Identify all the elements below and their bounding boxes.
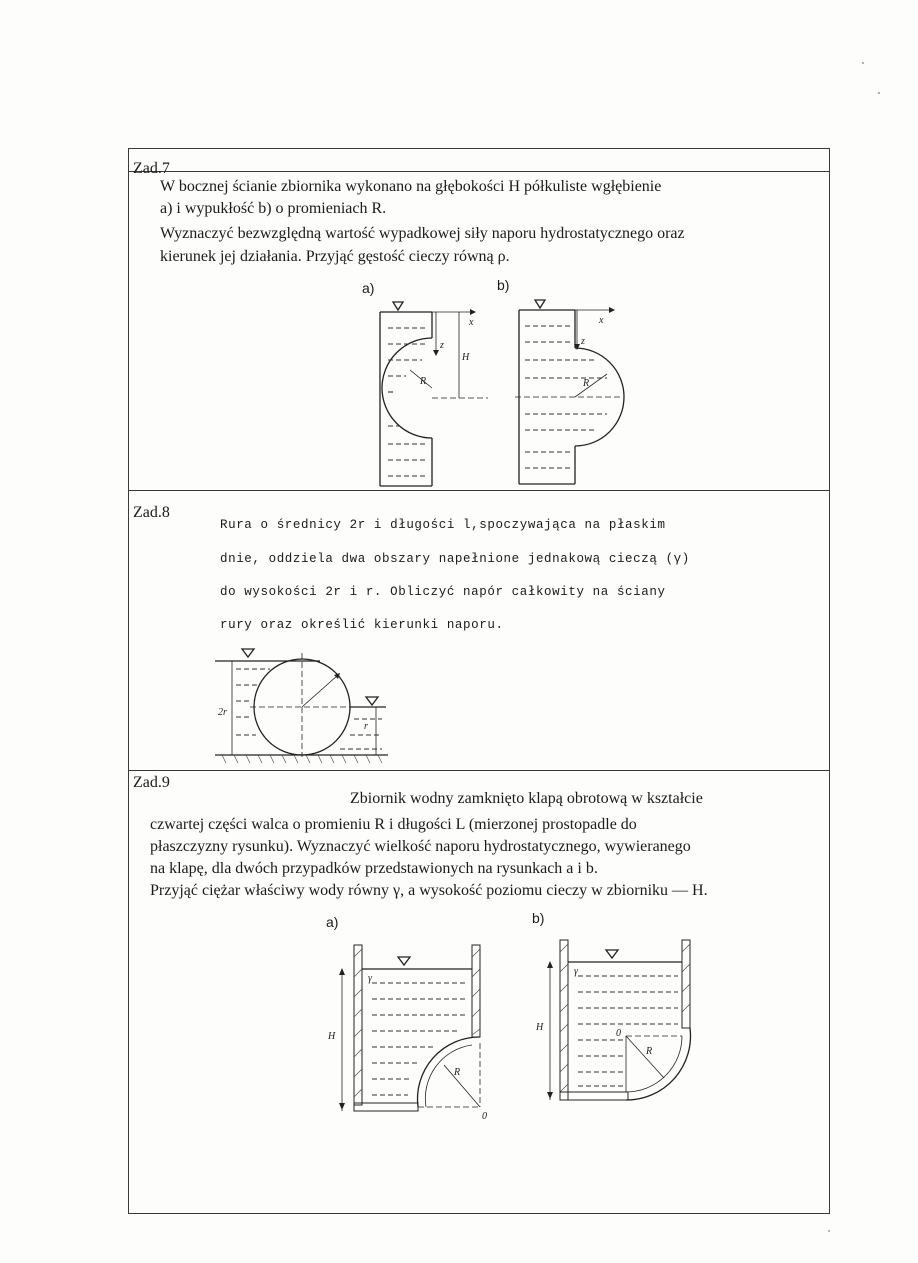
task-7-line-3: Wyznaczyć bezwzględną wartość wypadkowej siły naporu hydrostatycznego oraz <box>160 225 685 242</box>
task-9-a-r-label: R <box>454 1067 461 1078</box>
task-9-a-gamma-label: γ <box>368 973 372 984</box>
task-7-b-x-label: x <box>599 315 604 326</box>
scan-speck <box>828 1230 830 1232</box>
task-8-line-1: Rura o średnicy 2r i długości l,spoczywająca na płaskim <box>220 518 666 532</box>
task-8-2r-label: 2r <box>218 707 227 718</box>
task-9-line-2: czwartej części walca o promieniu R i długości L (mierzonej prostopadle do <box>150 816 637 833</box>
scan-speck <box>862 62 864 64</box>
task-7-fig-a-letter: a) <box>362 280 375 296</box>
task-8-line-2: dnie, oddziela dwa obszary napełnione jednakową cieczą (γ) <box>220 552 690 566</box>
scan-speck <box>878 92 880 94</box>
task-9-line-4: na klapę, dla dwóch przypadków przedstawionych na rysunkach a i b. <box>150 860 598 877</box>
header-divider <box>128 171 830 172</box>
task-7-line-4: kierunek jej działania. Przyjąć gęstość cieczy równą ρ. <box>160 248 510 265</box>
task-7-figure-a <box>370 298 485 490</box>
task-9-a-h-label: H <box>328 1031 336 1042</box>
task-9-b-gamma-label: γ <box>574 966 578 977</box>
task-8-line-3: do wysokości 2r i r. Obliczyć napór całkowity na ściany <box>220 585 666 599</box>
task-7-b-r-label: R <box>583 378 590 389</box>
task-9-line-1: Zbiornik wodny zamknięto klapą obrotową w kształcie <box>350 790 703 807</box>
task-9-b-h-label: H <box>536 1022 544 1033</box>
task-8-figure <box>210 645 400 770</box>
task-8-line-4: rury oraz określić kierunki naporu. <box>220 618 504 632</box>
task-7-a-h-label: H <box>462 352 470 363</box>
task-7-a-x-label: x <box>469 317 474 328</box>
task-9-figure-a <box>320 935 500 1120</box>
task-9-label: Zad.9 <box>133 774 170 791</box>
task-7-figure-b <box>515 296 635 488</box>
task-7-line-2: a) i wypukłość b) o promieniach R. <box>160 200 387 217</box>
section-divider-8-9 <box>128 770 830 771</box>
task-7-a-z-label: z <box>440 340 444 351</box>
task-9-fig-b-letter: b) <box>532 910 545 926</box>
task-9-line-3: płaszczyzny rysunku). Wyznaczyć wielkość naporu hydrostatycznego, wywieranego <box>150 838 691 855</box>
task-7-line-1: W bocznej ścianie zbiornika wykonano na głębokości H półkuliste wgłębienie <box>160 178 662 195</box>
task-7-a-r-label: R <box>420 376 427 387</box>
task-9-b-o-label: 0 <box>616 1028 621 1039</box>
task-7-label: Zad.7 <box>133 160 170 177</box>
task-9-figure-b <box>530 932 710 1112</box>
task-7-fig-b-letter: b) <box>497 277 510 293</box>
task-9-fig-a-letter: a) <box>326 914 339 930</box>
task-9-a-o-label: 0 <box>482 1111 487 1122</box>
task-8-r-label: r <box>364 721 368 732</box>
section-divider-7-8 <box>128 490 830 491</box>
task-9-line-5: Przyjąć ciężar właściwy wody równy γ, a wysokość poziomu cieczy w zbiorniku — H. <box>150 882 708 899</box>
task-7-b-z-label: z <box>581 336 585 347</box>
task-8-label: Zad.8 <box>133 504 170 521</box>
task-9-b-r-label: R <box>646 1046 653 1057</box>
